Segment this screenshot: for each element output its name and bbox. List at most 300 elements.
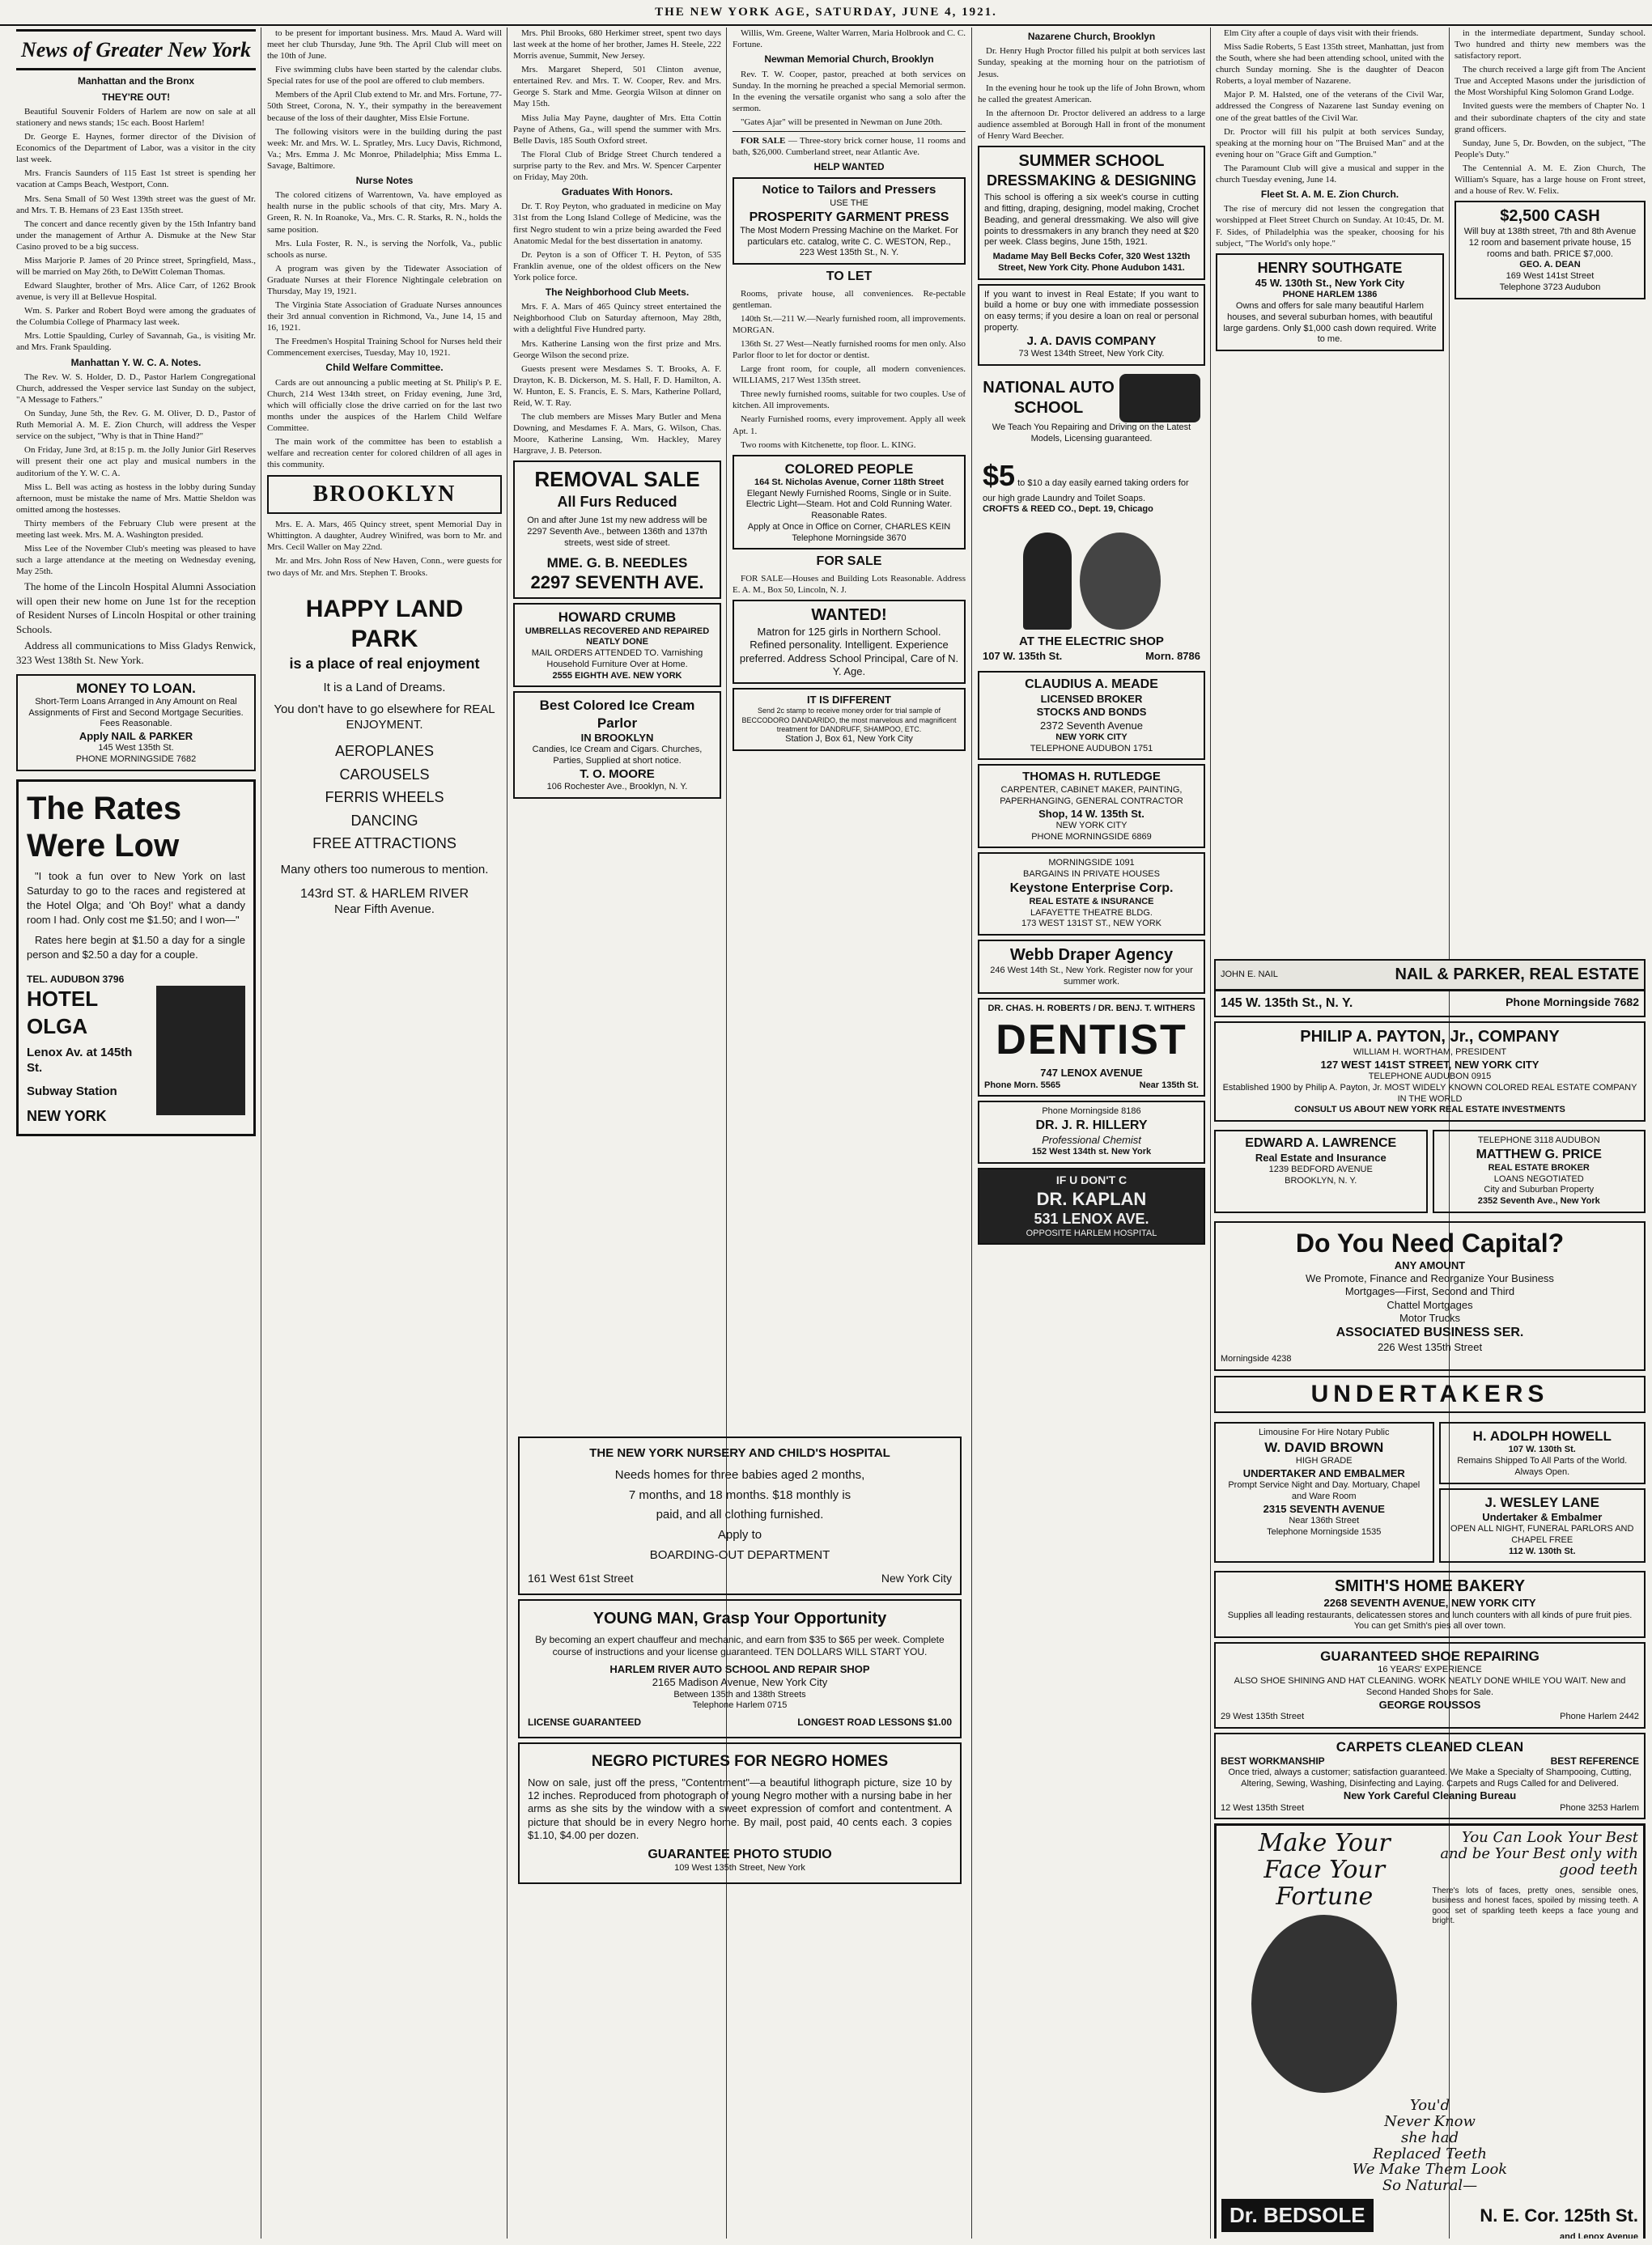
hotel-phone: TEL. AUDUBON 3796: [27, 973, 125, 985]
paragraph: Miss Marjorie P. James of 20 Prince street, Springfield, Mass., will be married on May 26th, to DeWitt Coleman Thomas.: [16, 255, 256, 277]
kaplan-ad: [978, 1168, 1205, 1245]
ad-address: Station J, Box 61, New York City: [785, 734, 913, 745]
ad-address: Shop, 14 W. 135th St.: [1038, 807, 1145, 820]
price-broker-ad: [1433, 1130, 1646, 1213]
ad-phone: Telephone 3723 Audubon: [1499, 282, 1601, 292]
webb-draper-ad: [978, 940, 1205, 994]
ad-address: 161 West 61st Street: [528, 1571, 634, 1585]
paragraph: Mrs. Katherine Lansing won the first prize and Mrs. George Wilson the second prize.: [513, 338, 721, 360]
ad-body: Candies, Ice Cream and Cigars. Churches, Parties, Supplied at short notice.: [532, 745, 703, 766]
paragraph: The club members are Misses Mary Butler and Mena Downing, and Mesdames F. A. Mars, G. Wilson, Chas. Moore, Katherine Lansing, Wm. Hackley, Marey Hargrave, J. B. Peterson.: [513, 411, 721, 456]
ad-line: Mortgages—First, Second and Third: [1344, 1285, 1515, 1298]
paragraph: Guests present were Mesdames S. T. Brooks, A. F. Drayton, K. B. Dickerson, M. S. Hall, F. D. Hamilton, A. W. Hunton, E. S. Francis, E. S. Mars, Katherine Pollard, Reid, W. T. Ray.: [513, 363, 721, 408]
ad-phone: Telephone Harlem 0715: [692, 1700, 788, 1711]
ad-title: Do You Need Capital?: [1295, 1228, 1565, 1258]
ad-quote: she had: [1400, 2128, 1459, 2146]
ad-item: FREE ATTRACTIONS: [312, 835, 457, 852]
paragraph: Miss Sadie Roberts, 5 East 135th street, Manhattan, just from the South, where she had been attending school, united with the church Sunday morning. She is the daughter of Deacon Roberts, a loyal member of Nazarene.: [1216, 42, 1444, 87]
ad-subtitle: ANY AMOUNT: [1394, 1258, 1466, 1271]
ad-headline: Make Your: [1258, 1829, 1391, 1858]
ad-name: PROSPERITY GARMENT PRESS: [749, 210, 949, 224]
ad-body: The Most Modern Pressing Machine on the Market. For particulars etc. catalog, write C. C. WESTON, Rep., 223 West 135th St., N. Y.: [740, 225, 958, 258]
ad-phone: PHONE MORNINGSIDE 6869: [1031, 831, 1152, 842]
ad-title: SUMMER SCHOOL: [1018, 151, 1165, 170]
howell-undertaker-ad: [1439, 1422, 1646, 1484]
ad-phone: Telephone Morningside 3670: [792, 533, 907, 543]
ad-address: 164 St. Nicholas Avenue, Corner 118th Street: [754, 477, 944, 487]
rates-title: The Rates: [27, 790, 182, 826]
ad-subtitle: BARGAINS IN PRIVATE HOUSES: [1023, 869, 1160, 880]
ad-body: Matron for 125 girls in Northern School. Refined personality. Intelligent. Experience preferred. Address School Principal, Care of N. Y. Age.: [739, 626, 959, 677]
ad-contact: Apply NAIL & PARKER: [79, 730, 193, 743]
ad-address: 107 W. 130th St.: [1508, 1445, 1576, 1455]
ad-body: Elegant Newly Furnished Rooms, Single or in Suite. Electric Light—Steam. Hot and Cold Running Water. Reasonable Rates.: [745, 488, 953, 521]
ad-body: By becoming an expert chauffeur and mechanic, and earn from $35 to $65 per week. Complete course of instructions and your license guaranteed. TEN DOLLARS WILL START YOU.: [535, 1634, 945, 1657]
ad-body: MAIL ORDERS ATTENDED TO. Varnishing Household Furniture Over at Home.: [531, 648, 703, 669]
bottom-ads-mid: [518, 1432, 962, 1888]
ad-address: N. E. Cor. 125th St.: [1480, 2205, 1638, 2226]
child-illustration-icon: [1080, 533, 1161, 630]
classified: Three newly furnished rooms, suitable for two couples. Use of kitchen. All improvements.: [733, 389, 966, 411]
ad-subtitle: USE THE: [830, 198, 868, 209]
column-rule: [1210, 28, 1211, 2239]
ad-title: GUARANTEED SHOE REPAIRING: [1320, 1649, 1539, 1664]
ad-body: Remains Shipped To All Parts of the World. Always Open.: [1457, 1456, 1628, 1477]
article-heading: The Neighborhood Club Meets.: [545, 286, 690, 298]
davis-real-estate-ad: [978, 284, 1205, 367]
ad-title: Keystone Enterprise Corp.: [1009, 881, 1174, 895]
ad-title: WANTED!: [811, 606, 887, 625]
ad-address: 173 WEST 131ST ST., NEW YORK: [1021, 919, 1161, 929]
paragraph: Mrs. Phil Brooks, 680 Herkimer street, spent two days last week at the home of her brother, James H. Steele, 222 Morris avenue, Summit, New Jersey.: [513, 28, 721, 62]
howard-crumb-ad: [513, 603, 721, 687]
ad-subtitle: CARPENTER, CABINET MAKER, PAINTING, PAPERHANGING, GENERAL CONTRACTOR: [1000, 785, 1183, 806]
negro-pictures-ad: [518, 1742, 962, 1884]
paragraph: The Paramount Club will give a musical and supper in the church Tuesday evening, June 14.: [1216, 163, 1444, 185]
classified-title: FOR SALE: [741, 135, 786, 146]
ad-subtitle: All Furs Reduced: [557, 493, 677, 510]
column-7: [1455, 28, 1646, 950]
ad-title: Best Colored Ice Cream Parlor: [539, 698, 695, 731]
paragraph: "Gates Ajar" will be presented in Newman on June 20th.: [741, 117, 943, 127]
ad-address: 2372 Seventh Avenue: [1040, 719, 1143, 732]
ad-title: EDWARD A. LAWRENCE: [1245, 1136, 1397, 1150]
ad-reference: BEST REFERENCE: [1550, 1755, 1639, 1767]
ad-address: 747 LENOX AVENUE: [1040, 1067, 1143, 1080]
paragraph: The Floral Club of Bridge Street Church tendered a surprise party to the Rev. and Mrs. W. Spencer Carpenter on Friday, May 20th.: [513, 149, 721, 182]
ad-license: LICENSE GUARANTEED: [528, 1717, 642, 1728]
paragraph: Dr. Henry Hugh Proctor filled his pulpit at both services last Sunday, speaking at the morning hour on the patriotism of Jesus.: [978, 46, 1205, 79]
ad-body: If you want to invest in Real Estate; If you want to build a home or buy one with immediate possession on easy terms; if you desire a loan on real or personal property.: [984, 289, 1199, 333]
paragraph: Mrs. F. A. Mars of 465 Quincy street entertained the Neighborhood Club on Saturday afternoon, May 28th, with a delightful Five Hundred party.: [513, 302, 721, 335]
ad-headline: Fortune: [1276, 1882, 1374, 1912]
rates-prices: Rates here begin at $1.50 a day for a single person and $2.50 a day for a couple.: [27, 933, 245, 961]
ad-address: 107 W. 135th St.: [983, 649, 1063, 662]
ad-title: HENRY SOUTHGATE: [1257, 259, 1403, 276]
ad-consult: CONSULT US ABOUT NEW YORK REAL ESTATE INVESTMENTS: [1294, 1105, 1565, 1115]
column-1: [16, 28, 256, 2240]
ice-cream-parlor-ad: [513, 691, 721, 799]
ad-near: Near 135th St.: [1139, 1080, 1199, 1090]
paragraph: Rev. T. W. Cooper, pastor, preached at both services on Sunday. In the morning he preached a special Memorial sermon. In the evening the versatile organist who sang a solo after the sermon.: [733, 69, 966, 113]
article-heading: Nurse Notes: [355, 174, 414, 186]
ad-address: 112 W. 130th St.: [1508, 1546, 1576, 1556]
paragraph: Mr. and Mrs. John Ross of New Haven, Conn., were guests for two days of Mr. and Mrs. Stephen T. Brooks.: [267, 556, 502, 578]
ad-grade: HIGH GRADE: [1295, 1456, 1353, 1466]
national-auto-school-ad: [978, 370, 1205, 449]
ad-address: 2297 SEVENTH AVE.: [530, 571, 704, 592]
ad-address: 2165 Madison Avenue, New York City: [652, 1676, 828, 1689]
ad-name: MME. G. B. NEEDLES: [546, 554, 688, 571]
ad-title: DR. KAPLAN: [1036, 1188, 1147, 1209]
ad-phone: Morn. 8786: [1145, 649, 1200, 662]
ad-brand: Dr. BEDSOLE: [1221, 2199, 1374, 2232]
dentist-ad: [978, 998, 1205, 1097]
hotel-olga-rates-ad: [16, 779, 256, 1137]
brown-undertaker-ad: [1214, 1422, 1434, 1563]
ad-subtitle: IN BROOKLYN: [580, 731, 654, 744]
ad-title: THE NEW YORK NURSERY AND CHILD'S HOSPITAL: [589, 1446, 890, 1460]
ad-line: It is a Land of Dreams.: [323, 681, 446, 695]
ad-title: AT THE ELECTRIC SHOP: [1019, 634, 1164, 649]
paragraph: Dr. T. Roy Peyton, who graduated in medicine on May 31st from the Long Island College of Medicine, was the first Negro student to win a prize being awarded the Feed Anatomic Medal for the best dissertation in anatomy.: [513, 202, 721, 246]
ad-name: GUARANTEE PHOTO STUDIO: [648, 1848, 832, 1861]
column-rule: [726, 28, 727, 2239]
ad-name: GEORGE ROUSSOS: [1378, 1698, 1481, 1711]
ad-city: New York City: [881, 1571, 952, 1585]
ad-city: BROOKLYN, N. Y.: [1285, 1176, 1357, 1186]
ad-body: OPEN ALL NIGHT, FUNERAL PARLORS AND CHAPEL FREE: [1450, 1524, 1634, 1545]
ad-title: IT IS DIFFERENT: [807, 694, 891, 707]
paragraph: Cards are out announcing a public meeting at St. Philip's P. E. Church, 214 West 134th street, on Friday evening, June 3rd, which will officially close the drive carried on for the last two months under the auspices of the Harlem Child Welfare Committee.: [267, 377, 502, 434]
colored-people-rooms-ad: [733, 455, 966, 550]
ad-title: COLORED PEOPLE: [784, 460, 914, 477]
shoe-repair-ad: [1214, 1642, 1646, 1729]
ad-title: HAPPY LAND PARK: [305, 595, 464, 653]
ad-title: HOWARD CRUMB: [558, 609, 677, 626]
paragraph: The Rev. W. S. Holder, D. D., Pastor Harlem Congregational Church, addressed the Vesper service last Sunday on the subject, "A Message to Fathers.": [16, 371, 256, 405]
ad-title: YOUNG MAN, Grasp Your Opportunity: [592, 1610, 887, 1628]
ad-name: ASSOCIATED BUSINESS SER.: [1336, 1326, 1524, 1339]
ad-address: 226 West 135th Street: [1377, 1341, 1483, 1353]
ad-subtitle: REAL ESTATE BROKER: [1488, 1162, 1590, 1173]
payton-company-ad: [1214, 1021, 1646, 1122]
ad-contact: Madame May Bell Becks Cofer, 320 West 132th Street, New York City. Phone Audubon 1431.: [992, 252, 1191, 273]
ad-company: CROFTS & REED CO., Dept. 19, Chicago: [983, 504, 1153, 515]
ad-title: REMOVAL SALE: [534, 467, 700, 492]
ad-near: Near 136th Street: [1289, 1515, 1360, 1526]
money-to-loan-ad: [16, 674, 256, 771]
ad-line: Needs homes for three babies aged 2 months,: [614, 1467, 865, 1482]
ad-quote: We Make Them Look: [1352, 2161, 1508, 2179]
paragraph: Miss Lee of the November Club's meeting was pleased to have such a large attendance at the meeting on Wednesday evening, May 25th.: [16, 544, 256, 577]
ad-headline: Face Your: [1263, 1856, 1386, 1885]
ad-body: We Teach You Repairing and Driving on the Latest Models, Licensing guaranteed.: [992, 422, 1191, 443]
ad-subtitle: 16 YEARS' EXPERIENCE: [1378, 1665, 1482, 1675]
ad-title: $2,500 CASH: [1500, 207, 1600, 226]
lawrence-ad: [1214, 1130, 1428, 1213]
ad-name: New York Careful Cleaning Bureau: [1343, 1789, 1517, 1802]
ad-line: Chattel Mortgages: [1387, 1298, 1473, 1311]
ad-name: J. A. DAVIS COMPANY: [1026, 333, 1157, 348]
ad-phone: TELEPHONE AUDUBON 1751: [1030, 743, 1153, 753]
capital-ad: [1214, 1221, 1646, 1371]
ad-title: W. DAVID BROWN: [1264, 1439, 1384, 1455]
ad-subtitle: STOCKS AND BONDS: [1036, 706, 1147, 719]
paragraph: Mrs. Margaret Sheperd, 501 Clinton avenue, entertained Rev. and Mrs. T. W. Cooper, Rev. and Mrs. George S. Stark and Mme. Georgia Wilson at dinner on May 15th.: [513, 65, 721, 109]
ad-subtitle: is a place of real enjoyment: [289, 655, 480, 672]
ad-body: This school is offering a six week's course in cutting and fitting, draping, designing, model making, Crochet Beading, and general dressmaking. We also will give points to dressmakers in any branch they need at $20 per week. Class begins, June 15th, 1921.: [984, 193, 1199, 248]
paragraph: Dr. Peyton is a son of Officer T. H. Peyton, of 535 Franklin avenue, one of the oldest officers on the New York police force.: [513, 249, 721, 282]
ad-address: 127 WEST 141ST STREET, NEW YORK CITY: [1320, 1058, 1539, 1071]
ad-between: Between 135th and 138th Streets: [673, 1689, 806, 1700]
paragraph: Mrs. E. A. Mars, 465 Quincy street, spent Memorial Day in Whittington. A daughter, Audrey Winifred, was born to Mr. and Mrs. Cecil Waller on May 22nd.: [267, 520, 502, 553]
classified: Two rooms with Kitchenette, top floor. L. KING.: [741, 439, 916, 450]
ad-line: BOARDING-OUT DEPARTMENT: [649, 1547, 830, 1562]
paragraph: A program was given by the Tidewater Association of Graduate Nurses at their Florence Nightingale celebration on Thursday, May 19, 1921.: [267, 263, 502, 296]
ad-subtitle: DRESSMAKING & DESIGNING: [986, 172, 1197, 189]
ad-body: 246 West 14th St., New York. Register now for your summer work.: [990, 965, 1193, 987]
paragraph: to be present for important business. Mrs. Maud A. Ward will meet her club Thursday, June 9th. The April Club will meet on the 10th of June.: [267, 28, 502, 62]
classified: FOR SALE — Three-story brick corner house, 11 rooms and bath, $26,000. Cumberland street, near Atlantic Ave.: [733, 135, 966, 157]
ad-title: NEGRO PICTURES FOR NEGRO HOMES: [591, 1753, 889, 1770]
ad-item: FERRIS WHEELS: [325, 789, 444, 806]
ad-title: CLAUDIUS A. MEADE: [1025, 677, 1158, 692]
southgate-ad: [1216, 253, 1444, 352]
paragraph: In the evening hour he took up the life of John Brown, whom he called the greatest American.: [978, 83, 1205, 104]
hotel-address: Lenox Av. at 145th St.: [27, 1045, 133, 1075]
classified: Rooms, private house, all conveniences. Re-pectable gentleman.: [733, 288, 966, 310]
article-heading: Nazarene Church, Brooklyn: [1027, 31, 1156, 42]
paragraph: Mrs. Lula Foster, R. N., is serving the Norfolk, Va., public schools as nurse.: [267, 238, 502, 260]
ad-amount: $5: [983, 458, 1016, 492]
paragraph: Dr. George E. Haynes, former director of the Division of Economics of the Department of Labor, was a visitor in the city last week.: [16, 132, 256, 165]
ad-address: 2352 Seventh Ave., New York: [1477, 1196, 1600, 1206]
paragraph: The concert and dance recently given by the 15th Infantry band under the management of Arthur A. Dismuke at the New Star Casino proved to be a big success.: [16, 219, 256, 252]
ad-title: NAIL & PARKER, REAL ESTATE: [1395, 965, 1639, 983]
ad-title: J. WESLEY LANE: [1484, 1494, 1599, 1510]
paragraph: Elm City after a couple of days visit with their friends.: [1224, 28, 1419, 38]
paragraph: The Freedmen's Hospital Training School for Nurses held their Commencement exercises, Tuesday, May 10, 1921.: [267, 337, 502, 359]
ad-address: 109 West 135th Street, New York: [674, 1863, 805, 1873]
ad-address: 45 W. 130th St., New York City: [1255, 277, 1405, 290]
ad-phone: MORNINGSIDE 1091: [1048, 858, 1135, 868]
removal-sale-ad: [513, 460, 721, 599]
ad-body: ALSO SHOE SHINING AND HAT CLEANING. WORK NEATLY DONE WHILE YOU WAIT. New and Second Handed Shoes for Sale.: [1234, 1676, 1626, 1697]
hotel-city: NEW YORK: [27, 1108, 107, 1125]
paragraph: On Friday, June 3rd, at 8:15 p. m. the Jolly Junior Girl Reserves will present their one act play and musical numbers in the auditorium of the Y. W. C. A.: [16, 445, 256, 478]
ad-title: CARPETS CLEANED CLEAN: [1336, 1738, 1524, 1755]
ad-phone: Phone 3253 Harlem: [1560, 1802, 1639, 1813]
ad-line: 7 months, and 18 months. $18 monthly is: [628, 1487, 851, 1502]
paragraph: Miss Julia May Payne, daughter of Mrs. Etta Cottin Payne of Athens, Ga., will spend the summer with Mrs. Belle Davis, 185 South Oxford street.: [513, 112, 721, 146]
ad-address: and Lenox Avenue: [1560, 2231, 1638, 2239]
ad-title: DENTIST: [996, 1016, 1187, 1064]
ad-quote: So Natural—: [1382, 2177, 1478, 2195]
rates-title: Were Low: [27, 827, 180, 864]
paragraph: Address all communications to Miss Gladys Renwick, 323 West 138th St. New York.: [16, 639, 256, 666]
paragraph: in the intermediate department, Sunday school. Two hundred and thirty new members was the satisfactory report.: [1455, 28, 1646, 62]
ad-phone: PHONE MORNINGSIDE 7682: [75, 754, 197, 765]
carpet-cleaning-ad: [1214, 1733, 1646, 1820]
ad-phone: Telephone Morningside 1535: [1267, 1526, 1382, 1537]
ad-title: SMITH'S HOME BAKERY: [1334, 1577, 1526, 1596]
column-6: [1216, 28, 1444, 950]
ad-item: AEROPLANES: [334, 743, 435, 760]
false-teeth-ad: [1214, 1823, 1646, 2239]
ad-phone: Phone Morn. 5565: [984, 1080, 1061, 1090]
ad-line: Motor Trucks: [1399, 1311, 1461, 1324]
ad-item: CAROUSELS: [339, 766, 430, 783]
ad-subtitle: UNDERTAKER AND EMBALMER: [1242, 1466, 1405, 1479]
ad-address: 2315 SEVENTH AVENUE: [1263, 1502, 1385, 1515]
ad-contact: Apply at Once in Office on Corner, CHARLES KEIN: [747, 521, 951, 532]
ad-phone: TELEPHONE 3118 AUDUBON: [1477, 1135, 1600, 1145]
auto-school-ad: [518, 1599, 962, 1738]
electric-shop-ad: [978, 524, 1205, 667]
ad-subtitle: Professional Chemist: [1042, 1134, 1141, 1147]
ad-address: 531 LENOX AVE.: [1034, 1211, 1149, 1228]
masthead: THE NEW YORK AGE, SATURDAY, JUNE 4, 1921.: [0, 0, 1652, 26]
paragraph: Miss L. Bell was acting as hostess in the lobby during Sunday afternoon, must be mistake the name of Mrs. Mattie Sheldon was omitted among the hostesses.: [16, 482, 256, 515]
article-heading: Newman Memorial Church, Brooklyn: [764, 53, 934, 66]
ad-phone: Morningside 4238: [1221, 1354, 1292, 1364]
ad-body: Owns and offers for sale many beautiful Harlem houses, and several suburban homes, with beautiful large gardens. Only $1,000 cash down required. Write to me.: [1223, 301, 1437, 345]
paragraph: Dr. Proctor will fill his pulpit at both services Sunday, speaking at the morning hour on "The Bruised Man" and at the evening hour on "Grace Gift and Gumption.": [1216, 126, 1444, 159]
hillery-chemist-ad: [978, 1101, 1205, 1164]
nursery-ad: [518, 1437, 962, 1595]
ad-address: Near Fifth Avenue.: [334, 902, 435, 916]
paragraph: The main work of the committee has been to establish a welfare and recreation center for colored children of all ages in this community.: [267, 437, 502, 470]
ad-address: 145 W. 135th St., N. Y.: [1221, 996, 1353, 1010]
ad-subtitle: Real Estate and Insurance: [1255, 1152, 1387, 1164]
section-title: News of Greater New York: [16, 29, 256, 70]
column-2: [267, 28, 502, 2240]
ad-tagline: You Can Look Your Best and be Your Best only with good teeth: [1440, 1829, 1638, 1878]
wanted-ad: [733, 600, 966, 684]
ad-title: PHILIP A. PAYTON, Jr., COMPANY: [1300, 1028, 1560, 1046]
ad-address: 169 West 141st Street: [1505, 271, 1595, 282]
paragraph: The Centennial A. M. E. Zion Church, The William's Square, has a large house on Front street, and a house of Rev. W. Felix.: [1455, 163, 1646, 197]
ad-body: Send 2c stamp to receive money order for trial sample of BECCODORO DANDARIDO, the most marvelous and magnificent treatment for DANDRUFF, SHAMPOO, ETC.: [741, 707, 957, 733]
paragraph: In the afternoon Dr. Proctor delivered an address to a large audience assembled at Borough Hall in front of the monument of Henry Ward Beecher.: [978, 108, 1205, 141]
classified: 140th St.—211 W.—Nearly furnished room, all improvements. MORGAN.: [733, 313, 966, 335]
ad-quote: Never Know: [1384, 2113, 1476, 2131]
fan-icon: [1023, 533, 1072, 630]
car-icon: [1119, 374, 1200, 422]
ad-address: 29 West 135th Street: [1221, 1711, 1305, 1721]
ad-city: NEW YORK CITY: [1055, 820, 1128, 830]
nail-parker-address: [1214, 990, 1646, 1017]
ad-best: BEST WORKMANSHIP: [1221, 1755, 1325, 1767]
cash-house-ad: [1455, 201, 1646, 299]
hotel-name: HOTEL OLGA: [27, 987, 98, 1038]
ad-name: T. O. MOORE: [580, 766, 655, 781]
ad-line: You don't have to go elsewhere for REAL ENJOYMENT.: [274, 702, 495, 732]
ad-subtitle: LOANS NEGOTIATED: [1493, 1173, 1584, 1184]
ad-line: We Promote, Finance and Reorganize Your Business: [1306, 1272, 1554, 1284]
ad-body: Will buy at 138th street, 7th and 8th Avenue 12 room and basement private house, 15 rooms and bath. PRICE $7,000.: [1463, 227, 1637, 259]
paragraph: Five swimming clubs have been started by the calendar clubs. Special rates for use of the pool are offered to club members.: [267, 65, 502, 87]
section-heading: HELP WANTED: [813, 161, 885, 173]
ad-subtitle: Undertaker & Embalmer: [1482, 1510, 1603, 1523]
article-heading: Manhattan Y. W. C. A. Notes.: [70, 356, 202, 368]
ad-city: NEW YORK CITY: [1055, 732, 1128, 742]
ad-name: JOHN E. NAIL: [1221, 969, 1278, 979]
ad-address: 145 West 135th St.: [98, 743, 174, 753]
ad-names: DR. CHAS. H. ROBERTS / DR. BENJ. T. WITHERS: [987, 1003, 1195, 1013]
paragraph: The Virginia State Association of Graduate Nurses announces their 3rd annual convention in Richmond, Va., June 14, 15 and 16, 1921.: [267, 300, 502, 333]
paragraph: Mrs. Sena Small of 50 West 139th street was the guest of Mr. and Mrs. T. B. Hemans of 23 East 135th street.: [16, 193, 256, 215]
ad-body: Supplies all leading restaurants, delicatessen stores and lunch counters with all kinds of pure fruit pies. You can get Smith's pies all over town.: [1227, 1610, 1633, 1632]
ad-phone: Phone Harlem 2442: [1560, 1711, 1639, 1721]
paragraph: The church received a large gift from The Ancient True and Accepted Masons under the jurisdiction of the Most Worshipful King Solomon Grand Lodge.: [1455, 65, 1646, 98]
ad-title: NATIONAL AUTO SCHOOL: [983, 379, 1115, 418]
ad-subtitle: LAFAYETTE THEATRE BLDG.: [1030, 907, 1153, 918]
ad-body: Once tried, always a customer; satisfaction guaranteed. We Make a Specialty of Shampooing, Cutting, Altering, Sewing, Washing, Disinfecting and Laying. Carpets and Rugs Called for and Delivered.: [1228, 1767, 1632, 1789]
ad-line: Many others too numerous to mention.: [280, 862, 489, 876]
section-heading: Manhattan and the Bronx: [77, 75, 194, 87]
ad-phone: TELEPHONE AUDUBON 0915: [1368, 1072, 1492, 1081]
prosperity-press-ad: [733, 177, 966, 265]
ad-title: MONEY TO LOAN.: [76, 680, 196, 696]
meade-broker-ad: [978, 671, 1205, 760]
paragraph: Edward Slaughter, brother of Mrs. Alice Carr, of 1262 Brook avenue, is very ill at Bellevue Hospital.: [16, 281, 256, 303]
paragraph: The home of the Lincoln Hospital Alumni Association will open their new home on June 1st for the reception of Resident Nurses of Lincoln Hospital or other training Schools.: [16, 580, 256, 635]
keystone-ad: [978, 852, 1205, 936]
nail-parker-ad: [1214, 959, 1646, 991]
rutledge-carpenter-ad: [978, 764, 1205, 848]
ad-body: Established 1900 by Philip A. Payton, Jr. MOST WIDELY KNOWN COLORED REAL ESTATE COMPANY IN THE WORLD: [1222, 1082, 1637, 1104]
ad-subtitle: REAL ESTATE & INSURANCE: [1029, 896, 1154, 906]
ad-address: 1239 BEDFORD AVENUE: [1268, 1165, 1373, 1175]
paragraph: Thirty members of the February Club were present at the meeting last week. Mrs. M. A. Washington presided.: [16, 518, 256, 540]
paragraph: Willis, Wm. Greene, Walter Warren, Maria Holbrook and C. C. Fortune.: [733, 28, 966, 50]
article-heading: Child Welfare Committee.: [325, 362, 444, 374]
paragraph: Invited guests were the members of Chapter No. 1 and their subordinate chapters of the city and state grand officers.: [1455, 101, 1646, 134]
ad-lessons: LONGEST ROAD LESSONS $1.00: [797, 1717, 952, 1728]
ad-phone: Phone Morningside 7682: [1505, 995, 1639, 1008]
paragraph: On Sunday, June 5th, the Rev. G. M. Oliver, D. D., Pastor of Ruth Memorial A. M. E. Zion Church, will address the Vesper service on the subject, "Why is that in Thine Hand?": [16, 409, 256, 442]
ad-address: 106 Rochester Ave., Brooklyn, N. Y.: [546, 782, 688, 792]
ad-address: 2268 SEVENTH AVENUE, NEW YORK CITY: [1323, 1597, 1536, 1610]
rates-quote: "I took a fun over to New York on last Saturday to go to the races and registered at the Hotel Olga; and 'Oh Boy!' what a dandy room I had. Only cost me $1.50; and I won—": [27, 869, 245, 927]
column-3: [513, 28, 721, 2240]
ad-line: Apply to: [717, 1528, 762, 1542]
section-heading: FOR SALE: [816, 554, 882, 569]
column-4: [733, 28, 966, 2240]
paragraph: Beautiful Souvenir Folders of Harlem are now on sale at all stationery and news stands; 15c each. Boost Harlem!: [16, 106, 256, 129]
column-rule: [971, 28, 972, 2239]
right-ads: [1214, 955, 1646, 2239]
paragraph: Mrs. Lottie Spaulding, Curley of Savannah, Ga., is visiting Mr. and Mrs. Frank Spaulding.: [16, 331, 256, 353]
hotel-subway: Subway Station: [27, 1084, 117, 1099]
ad-quote: Replaced Teeth: [1373, 2145, 1487, 2162]
ad-address: 12 West 135th Street: [1221, 1802, 1305, 1813]
ad-body: to $10 a day easily earned taking orders for our high grade Laundry and Toilet Soaps.: [983, 477, 1189, 503]
summer-school-ad: [978, 146, 1205, 280]
ad-subtitle: Limousine For Hire Notary Public: [1259, 1428, 1390, 1437]
paragraph: The colored citizens of Warrentown, Va. have employed as health nurse in the public schools of that city, Mrs. Mary A. Green, R. N. In Roanoke, Va., Mrs. C. R. Starks, R. N., holds the same position.: [267, 190, 502, 235]
ad-name: HARLEM RIVER AUTO SCHOOL AND REPAIR SHOP: [609, 1663, 870, 1675]
paragraph: The rise of mercury did not lessen the congregation that worshipped at Fleet Street Church on Sunday. At 10:45, Dr. M. F. Sides, of Philadelphia was the speaker, choosing for his subject, "The World's only hope.": [1216, 204, 1444, 248]
ad-head: IF U DON'T C: [1055, 1173, 1128, 1187]
paragraph: Sunday, June 5, Dr. Bowden, on the subject, "The People's Duty.": [1455, 138, 1646, 159]
ad-body: Prompt Service Night and Day. Mortuary, Chapel and Ware Room: [1228, 1480, 1421, 1501]
article-heading: Fleet St. A. M. E. Zion Church.: [1260, 189, 1399, 201]
paragraph: The following visitors were in the building during the past week: Mr. and Mrs. W. L. Spratley, Mrs. Lucy Davis, Richmond, Va.; Mrs. Emma J. Mc Monroe, Philadelphia; Miss Emma L. Savage, Baltimore.: [267, 126, 502, 171]
column-5: [978, 28, 1205, 2240]
